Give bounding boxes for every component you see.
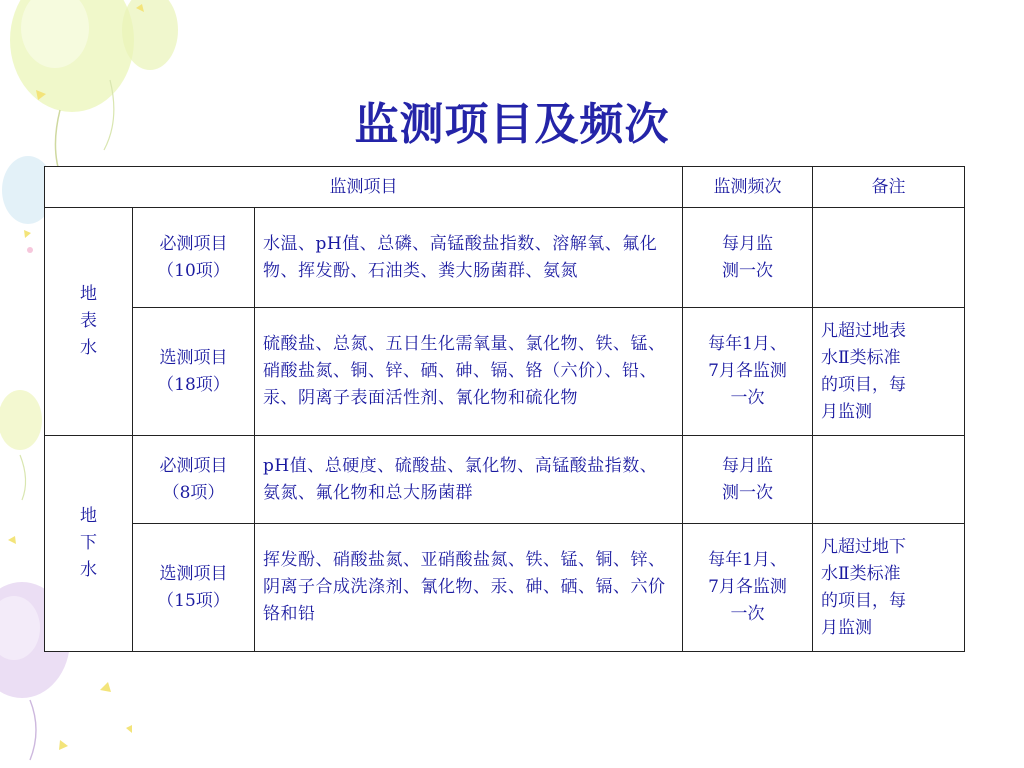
frequency-label: 每年1月、 7月各监测 一次 <box>708 550 787 624</box>
header-frequency: 监测频次 <box>683 167 813 208</box>
table-row <box>45 524 965 652</box>
remark-cell <box>813 308 965 436</box>
region-cell <box>45 208 133 436</box>
content-cell: 挥发酚、硝酸盐氮、亚硝酸盐氮、铁、锰、铜、锌、阴离子合成洗涤剂、氰化物、汞、砷、硒、镉、六价铬和铅 <box>255 524 683 652</box>
table-row <box>45 436 965 524</box>
monitoring-table <box>44 166 965 652</box>
header-item: 监测项目 <box>45 167 683 208</box>
frequency-label: 每月监 测一次 <box>722 455 774 503</box>
frequency-cell <box>683 524 813 652</box>
type-cell <box>133 208 255 308</box>
table-header-row <box>45 167 965 208</box>
remark-label: 凡超过地表 水Ⅱ类标准 的项目，每 月监测 <box>821 320 907 422</box>
type-cell <box>133 436 255 524</box>
frequency-label: 每年1月、 7月各监测 一次 <box>708 334 787 408</box>
frequency-label: 每月监 测一次 <box>722 233 774 281</box>
type-label: 必测项目 （8项） <box>159 455 228 503</box>
frequency-cell <box>683 308 813 436</box>
content-cell: 水温、pH值、总磷、高锰酸盐指数、溶解氧、氟化物、挥发酚、石油类、粪大肠菌群、氨氮 <box>255 208 683 308</box>
remark-cell <box>813 524 965 652</box>
table-row <box>45 308 965 436</box>
remark-label: 凡超过地下 水Ⅱ类标准 的项目，每 月监测 <box>821 536 907 638</box>
frequency-cell <box>683 436 813 524</box>
region-label: 地 下 水 <box>80 506 97 580</box>
region-cell <box>45 436 133 652</box>
content-cell: pH值、总硬度、硫酸盐、氯化物、高锰酸盐指数、氨氮、氟化物和总大肠菌群 <box>255 436 683 524</box>
remark-cell <box>813 208 965 308</box>
type-label: 必测项目 （10项） <box>157 233 230 281</box>
remark-cell <box>813 436 965 524</box>
table-row <box>45 208 965 308</box>
content-cell: 硫酸盐、总氮、五日生化需氧量、氯化物、铁、锰、硝酸盐氮、铜、锌、硒、砷、镉、铬（六价）、铅、汞、阴离子表面活性剂、氰化物和硫化物 <box>255 308 683 436</box>
type-cell <box>133 524 255 652</box>
type-label: 选测项目 （18项） <box>157 347 230 395</box>
type-cell <box>133 308 255 436</box>
page-title: 监测项目及频次 <box>354 99 670 150</box>
type-label: 选测项目 （15项） <box>157 563 230 611</box>
frequency-cell <box>683 208 813 308</box>
header-remark: 备注 <box>813 167 965 208</box>
region-label: 地 表 水 <box>80 284 97 358</box>
